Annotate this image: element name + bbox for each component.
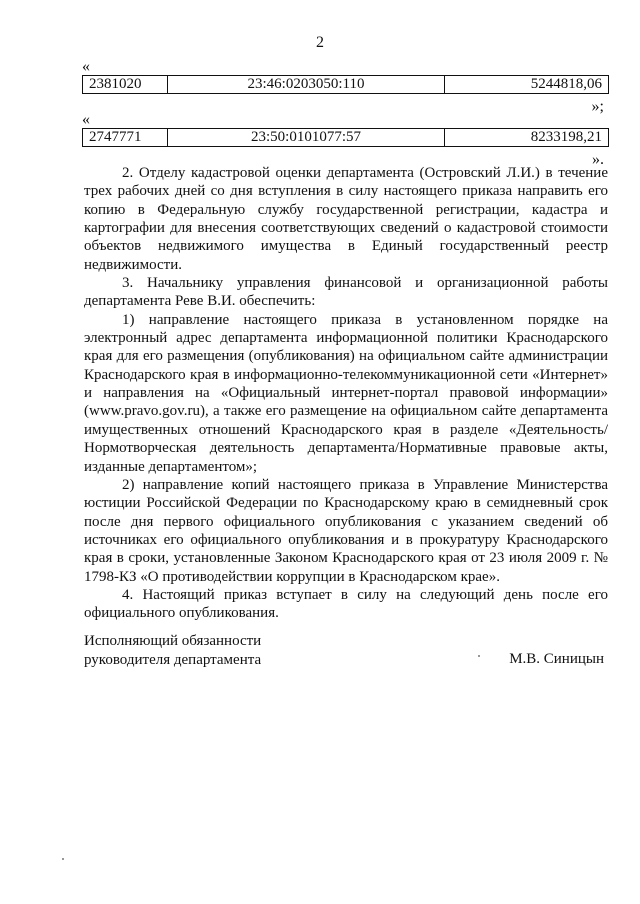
cadastral-table-2 [82,128,609,147]
cadastral-number-cell: 23:50:0101077:57 [168,129,445,147]
signature-position [84,632,261,670]
paragraph-subitem-2: 2) направление копий настоящего приказа в Управление Министерства юстиции Российской Федерации по Краснодарскому краю в семидневный срок после дня первого официального опубликования с указанием сведений об источниках его официального опубликования и в прокуратуру Краснодарского края в сроки, установленные Законом Краснодарского края от 23 июля 2009 г. № 1798-КЗ «О противодействии коррупции в Краснодарском крае». [84,476,608,585]
scan-speck [62,858,64,860]
cadastral-table-1 [82,75,609,94]
quote-open-2: « [82,111,90,128]
quote-close-1: »; [591,98,604,115]
document-body [84,164,608,623]
paragraph-item-3: 3. Начальнику управления финансовой и организационной работы департамента Реве В.И. обеспечить: [84,275,608,310]
cadastral-value-cell: 8233198,21 [445,129,609,147]
cadastral-value-cell: 5244818,06 [445,76,609,94]
signature-name: М.В. Синицын [509,651,604,667]
object-id-cell: 2747771 [83,129,168,147]
quote-open-1: « [82,58,90,75]
table-row [83,129,609,147]
signature-position-line-2: руководителя департамента [84,652,262,668]
scan-speck [478,655,480,657]
page-number: 2 [316,34,324,51]
paragraph-item-4: 4. Настоящий приказ вступает в силу на следующий день после его официального опубликования. [84,586,608,622]
object-id-cell: 2381020 [83,76,168,94]
paragraph-subitem-1: 1) направление настоящего приказа в установленном порядке на электронный адрес департамента информационной политики Краснодарского края для его размещения (опубликования) на официальном сайте администрации Краснодарского края в информационно-телекоммуникационной сети «Интернет» и направления на «Официальный интернет-портал правовой информации» (www.pravo.gov.ru), а также его размещение на официальном сайте департамента имущественных отношений Краснодарского края в разделе «Деятельность/Нормотворческая деятельность департамента/Нормативные правовые акты, изданные департаментом»; [84,311,608,475]
paragraph-item-2: 2. Отделу кадастровой оценки департамента (Островский Л.И.) в течение трех рабочих дней со дня вступления в силу настоящего приказа направить его копию в Федеральную службу государственной регистрации, кадастра и картографии для внесения соответствующих сведений о кадастровой стоимости объектов недвижимого имущества в Единый государственный реестр недвижимости. [84,165,608,273]
table-row [83,76,609,94]
signature-position-line-1: Исполняющий обязанности [84,633,262,649]
quote-close-2: ». [592,151,604,168]
cadastral-number-cell: 23:46:0203050:110 [168,76,445,94]
